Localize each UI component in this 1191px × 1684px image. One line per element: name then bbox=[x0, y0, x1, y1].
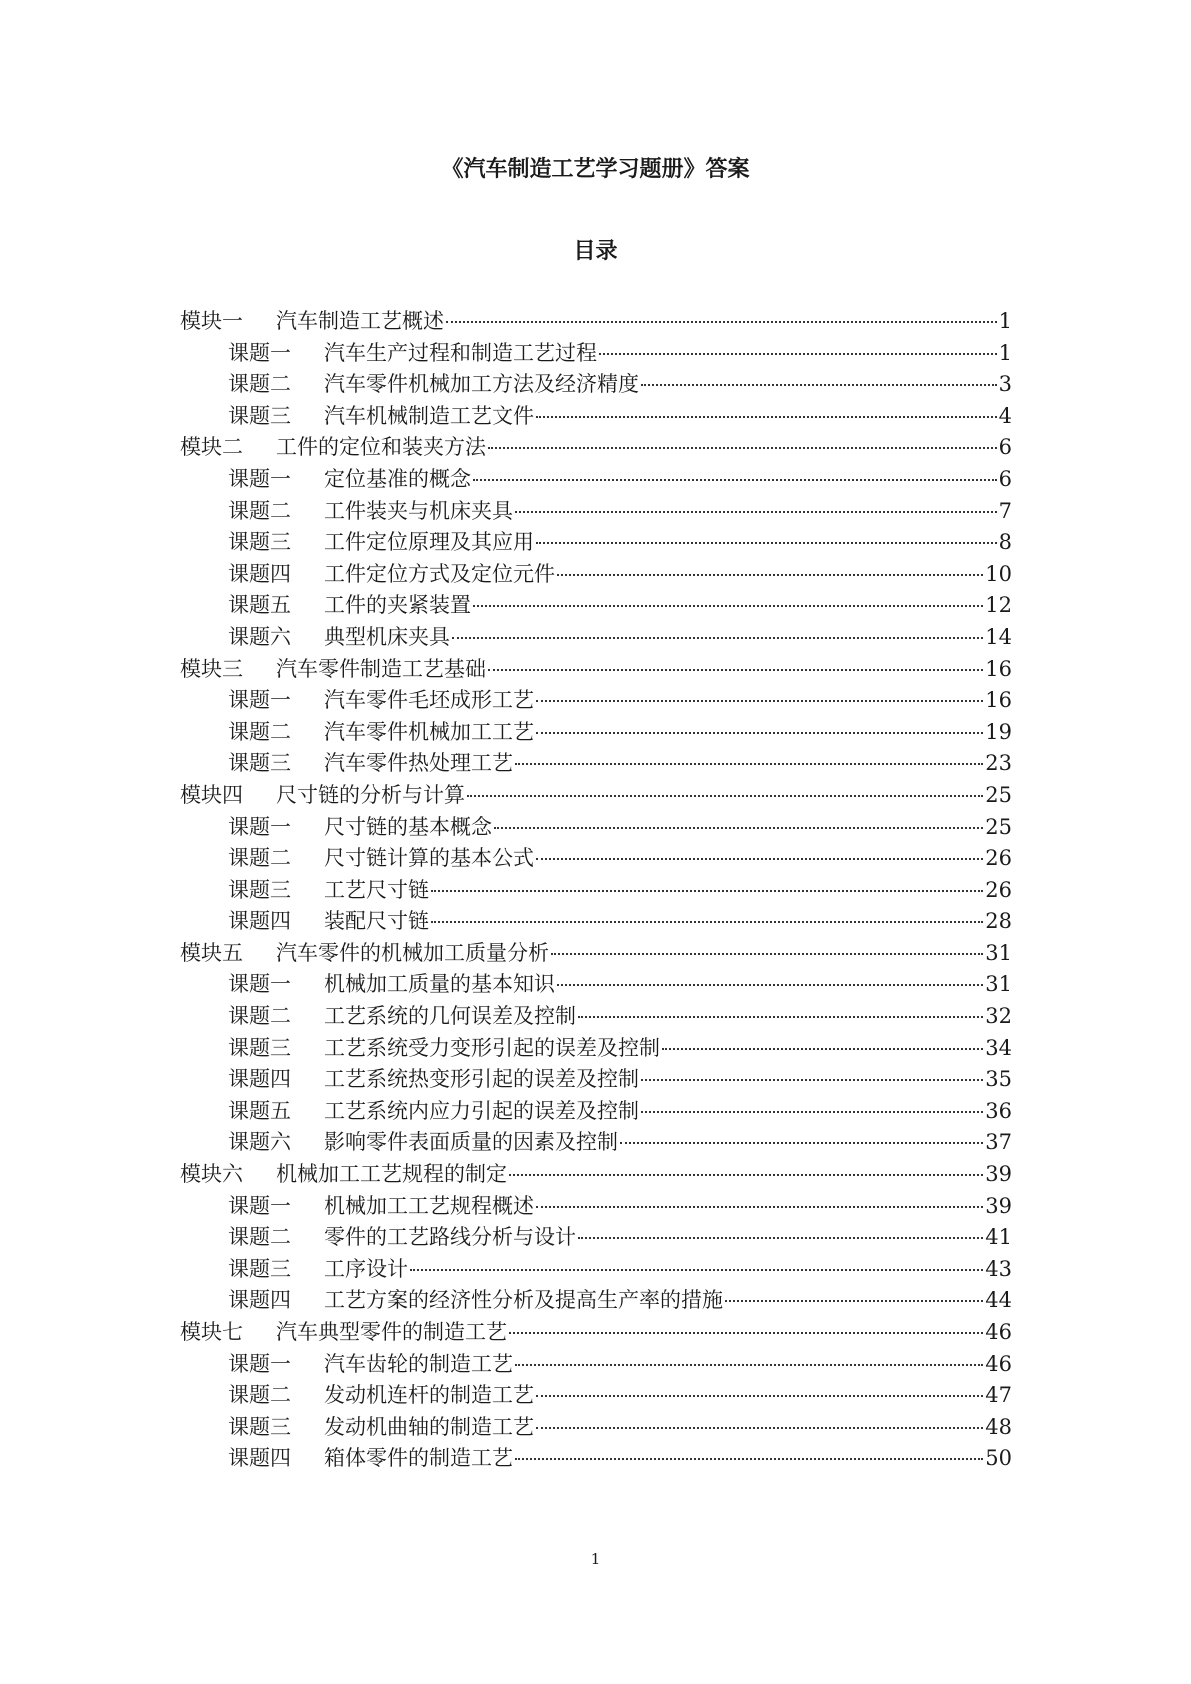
table-of-contents bbox=[180, 306, 1012, 1475]
toc-entry-label bbox=[180, 780, 465, 812]
toc-lesson-entry[interactable] bbox=[180, 1349, 1012, 1381]
toc-entry-number: 课题一 bbox=[228, 340, 291, 365]
toc-entry-title: 箱体零件的制造工艺 bbox=[324, 1446, 513, 1471]
toc-lesson-entry[interactable] bbox=[180, 875, 1012, 907]
toc-entry-label bbox=[228, 1412, 534, 1444]
toc-entry-number: 课题四 bbox=[228, 1446, 291, 1471]
toc-entry-title: 装配尺寸链 bbox=[324, 909, 429, 934]
toc-lesson-entry[interactable] bbox=[180, 338, 1012, 370]
toc-entry-label bbox=[228, 496, 513, 528]
toc-entry-number: 课题三 bbox=[228, 877, 291, 902]
document-title: 《汽车制造工艺学习题册》答案 bbox=[441, 157, 750, 182]
toc-entry-number: 课题四 bbox=[228, 561, 291, 586]
toc-lesson-entry[interactable] bbox=[180, 1096, 1012, 1128]
toc-entry-title: 工艺系统受力变形引起的误差及控制 bbox=[324, 1035, 660, 1060]
toc-entry-label bbox=[228, 369, 639, 401]
toc-entry-label bbox=[228, 464, 471, 496]
toc-entry-label bbox=[228, 527, 534, 559]
toc-entry-label bbox=[228, 843, 534, 875]
toc-entry-title: 汽车零件热处理工艺 bbox=[324, 751, 513, 776]
toc-page-number: 8 bbox=[998, 530, 1012, 555]
toc-entry-label bbox=[180, 938, 549, 970]
toc-entry-title: 汽车生产过程和制造工艺过程 bbox=[324, 340, 597, 365]
toc-page-number: 44 bbox=[985, 1288, 1012, 1313]
toc-module-entry[interactable] bbox=[180, 1317, 1012, 1349]
toc-entry-number: 模块一 bbox=[180, 309, 243, 333]
toc-entry-label bbox=[180, 306, 444, 338]
toc-entry-label bbox=[180, 654, 486, 686]
toc-entry-title: 发动机连杆的制造工艺 bbox=[324, 1383, 534, 1408]
toc-entry-label bbox=[228, 969, 555, 1001]
toc-entry-label bbox=[228, 812, 492, 844]
toc-lesson-entry[interactable] bbox=[180, 906, 1012, 938]
toc-leader-dots bbox=[536, 857, 983, 860]
toc-entry-title: 工件定位原理及其应用 bbox=[324, 530, 534, 555]
toc-page-number: 4 bbox=[998, 403, 1012, 428]
toc-module-entry[interactable] bbox=[180, 938, 1012, 970]
toc-entry-number: 课题一 bbox=[228, 1351, 291, 1376]
toc-entry-title: 汽车零件机械加工工艺 bbox=[324, 719, 534, 744]
toc-entry-number: 模块四 bbox=[180, 782, 243, 807]
toc-page-number: 31 bbox=[985, 940, 1012, 965]
toc-page-number: 3 bbox=[998, 372, 1012, 397]
toc-entry-label bbox=[228, 1285, 723, 1317]
toc-leader-dots bbox=[641, 383, 997, 386]
toc-page-number: 23 bbox=[985, 751, 1012, 776]
toc-entry-number: 课题六 bbox=[228, 624, 291, 649]
toc-entry-number: 课题五 bbox=[228, 1098, 291, 1123]
toc-entry-title: 工艺系统的几何误差及控制 bbox=[324, 1004, 576, 1029]
toc-entry-label bbox=[180, 1317, 507, 1349]
toc-page-number: 19 bbox=[985, 719, 1012, 744]
toc-entry-number: 课题三 bbox=[228, 1035, 291, 1060]
toc-entry-number: 课题二 bbox=[228, 1225, 291, 1250]
toc-entry-title: 零件的工艺路线分析与设计 bbox=[324, 1225, 576, 1250]
toc-entry-label bbox=[228, 1001, 576, 1033]
toc-entry-title: 工件的定位和装夹方法 bbox=[276, 435, 486, 460]
toc-lesson-entry[interactable] bbox=[180, 622, 1012, 654]
toc-lesson-entry[interactable] bbox=[180, 369, 1012, 401]
toc-entry-title: 机械加工质量的基本知识 bbox=[324, 972, 555, 997]
toc-lesson-entry[interactable] bbox=[180, 748, 1012, 780]
toc-entry-number: 模块五 bbox=[180, 940, 243, 965]
toc-entry-label bbox=[228, 1349, 513, 1381]
toc-entry-title: 工件装夹与机床夹具 bbox=[324, 498, 513, 523]
toc-page-number: 1 bbox=[998, 309, 1012, 333]
toc-leader-dots bbox=[467, 794, 983, 797]
toc-leader-dots bbox=[488, 446, 997, 449]
toc-lesson-entry[interactable] bbox=[180, 401, 1012, 433]
toc-entry-title: 汽车零件制造工艺基础 bbox=[276, 656, 486, 681]
toc-entry-label bbox=[228, 748, 513, 780]
toc-entry-title: 工艺系统热变形引起的误差及控制 bbox=[324, 1067, 639, 1092]
toc-lesson-entry[interactable] bbox=[180, 496, 1012, 528]
toc-entry-label bbox=[228, 1222, 576, 1254]
toc-entry-title: 汽车零件的机械加工质量分析 bbox=[276, 940, 549, 965]
toc-leader-dots bbox=[515, 510, 997, 513]
toc-entry-title: 尺寸链的分析与计算 bbox=[276, 782, 465, 807]
toc-page-number: 50 bbox=[985, 1446, 1012, 1471]
toc-page-number: 6 bbox=[998, 466, 1012, 491]
toc-entry-title: 汽车齿轮的制造工艺 bbox=[324, 1351, 513, 1376]
toc-entry-number: 课题五 bbox=[228, 593, 291, 618]
toc-page-number: 25 bbox=[985, 782, 1012, 807]
toc-lesson-entry[interactable] bbox=[180, 1412, 1012, 1444]
toc-entry-number: 课题三 bbox=[228, 1414, 291, 1439]
toc-page-number: 16 bbox=[985, 688, 1012, 713]
toc-heading: 目录 bbox=[573, 239, 618, 264]
toc-entry-number: 课题三 bbox=[228, 530, 291, 555]
toc-page-number: 12 bbox=[985, 593, 1012, 618]
toc-lesson-entry[interactable] bbox=[180, 590, 1012, 622]
toc-page-number: 31 bbox=[985, 972, 1012, 997]
toc-entry-label bbox=[228, 1033, 660, 1065]
toc-entry-number: 模块六 bbox=[180, 1162, 243, 1187]
toc-page-number: 41 bbox=[985, 1225, 1012, 1250]
toc-entry-number: 课题三 bbox=[228, 751, 291, 776]
toc-leader-dots bbox=[431, 920, 983, 923]
toc-entry-number: 课题二 bbox=[228, 1004, 291, 1029]
toc-leader-dots bbox=[641, 1078, 983, 1081]
toc-entry-title: 汽车零件毛坯成形工艺 bbox=[324, 688, 534, 713]
toc-leader-dots bbox=[557, 573, 983, 576]
toc-lesson-entry[interactable] bbox=[180, 464, 1012, 496]
toc-module-entry[interactable] bbox=[180, 432, 1012, 464]
toc-leader-dots bbox=[536, 1394, 983, 1397]
toc-entry-label bbox=[228, 1127, 618, 1159]
toc-entry-number: 课题二 bbox=[228, 498, 291, 523]
toc-leader-dots bbox=[488, 668, 983, 671]
toc-lesson-entry[interactable] bbox=[180, 1001, 1012, 1033]
toc-lesson-entry[interactable] bbox=[180, 969, 1012, 1001]
toc-entry-label bbox=[228, 1191, 534, 1223]
toc-page-number: 36 bbox=[985, 1098, 1012, 1123]
toc-leader-dots bbox=[551, 952, 983, 955]
toc-lesson-entry[interactable] bbox=[180, 1222, 1012, 1254]
toc-page-number: 37 bbox=[985, 1130, 1012, 1155]
toc-leader-dots bbox=[494, 826, 983, 829]
toc-leader-dots bbox=[473, 604, 983, 607]
toc-entry-title: 工序设计 bbox=[324, 1256, 408, 1281]
toc-lesson-entry[interactable] bbox=[180, 527, 1012, 559]
toc-entry-label bbox=[180, 432, 486, 464]
toc-page-number: 39 bbox=[985, 1193, 1012, 1218]
toc-entry-title: 发动机曲轴的制造工艺 bbox=[324, 1414, 534, 1439]
toc-lesson-entry[interactable] bbox=[180, 1254, 1012, 1286]
toc-leader-dots bbox=[536, 731, 983, 734]
toc-leader-dots bbox=[536, 1205, 983, 1208]
toc-entry-number: 课题三 bbox=[228, 403, 291, 428]
toc-page-number: 26 bbox=[985, 877, 1012, 902]
toc-lesson-entry[interactable] bbox=[180, 1443, 1012, 1475]
toc-entry-title: 汽车机械制造工艺文件 bbox=[324, 403, 534, 428]
toc-module-entry[interactable] bbox=[180, 306, 1012, 338]
toc-lesson-entry[interactable] bbox=[180, 812, 1012, 844]
toc-entry-label bbox=[228, 590, 471, 622]
toc-entry-number: 课题四 bbox=[228, 1288, 291, 1313]
toc-leader-dots bbox=[509, 1331, 983, 1334]
toc-page-number: 10 bbox=[985, 561, 1012, 586]
toc-entry-label bbox=[228, 401, 534, 433]
toc-leader-dots bbox=[536, 1426, 983, 1429]
toc-leader-dots bbox=[446, 320, 997, 323]
toc-entry-number: 模块七 bbox=[180, 1320, 243, 1344]
toc-entry-title: 典型机床夹具 bbox=[324, 624, 450, 649]
toc-entry-number: 课题一 bbox=[228, 1193, 291, 1218]
toc-entry-title: 汽车零件机械加工方法及经济精度 bbox=[324, 372, 639, 397]
toc-entry-label bbox=[228, 622, 450, 654]
toc-page-number: 32 bbox=[985, 1004, 1012, 1029]
toc-leader-dots bbox=[725, 1299, 983, 1302]
page-number: 1 bbox=[590, 1550, 601, 1568]
toc-leader-dots bbox=[578, 1236, 983, 1239]
toc-leader-dots bbox=[410, 1268, 983, 1271]
toc-leader-dots bbox=[620, 1141, 983, 1144]
toc-entry-number: 课题六 bbox=[228, 1130, 291, 1155]
toc-entry-number: 模块二 bbox=[180, 435, 243, 460]
toc-lesson-entry[interactable] bbox=[180, 843, 1012, 875]
toc-entry-number: 课题四 bbox=[228, 909, 291, 934]
toc-page-number: 48 bbox=[985, 1414, 1012, 1439]
toc-entry-title: 汽车典型零件的制造工艺 bbox=[276, 1320, 507, 1344]
toc-entry-title: 工艺方案的经济性分析及提高生产率的措施 bbox=[324, 1288, 723, 1313]
toc-leader-dots bbox=[509, 1173, 983, 1176]
toc-page-number: 7 bbox=[998, 498, 1012, 523]
toc-page-number: 25 bbox=[985, 814, 1012, 839]
toc-entry-number: 课题二 bbox=[228, 846, 291, 871]
toc-page-number: 46 bbox=[985, 1320, 1012, 1344]
toc-page-number: 16 bbox=[985, 656, 1012, 681]
toc-lesson-entry[interactable] bbox=[180, 685, 1012, 717]
toc-lesson-entry[interactable] bbox=[180, 1033, 1012, 1065]
toc-page-number: 47 bbox=[985, 1383, 1012, 1408]
toc-leader-dots bbox=[578, 1015, 983, 1018]
toc-page-number: 39 bbox=[985, 1162, 1012, 1187]
toc-lesson-entry[interactable] bbox=[180, 559, 1012, 591]
toc-entry-title: 尺寸链的基本概念 bbox=[324, 814, 492, 839]
toc-module-entry[interactable] bbox=[180, 780, 1012, 812]
toc-entry-number: 课题三 bbox=[228, 1256, 291, 1281]
toc-leader-dots bbox=[536, 541, 997, 544]
toc-entry-number: 课题二 bbox=[228, 372, 291, 397]
toc-entry-number: 模块三 bbox=[180, 656, 243, 681]
toc-leader-dots bbox=[473, 478, 997, 481]
toc-entry-label bbox=[228, 906, 429, 938]
toc-entry-title: 工艺系统内应力引起的误差及控制 bbox=[324, 1098, 639, 1123]
toc-page-number: 43 bbox=[985, 1256, 1012, 1281]
toc-page-number: 6 bbox=[998, 435, 1012, 460]
toc-entry-title: 工件定位方式及定位元件 bbox=[324, 561, 555, 586]
toc-entry-title: 工艺尺寸链 bbox=[324, 877, 429, 902]
toc-leader-dots bbox=[452, 636, 983, 639]
toc-leader-dots bbox=[515, 1363, 983, 1366]
toc-entry-label bbox=[228, 685, 534, 717]
toc-page-number: 14 bbox=[985, 624, 1012, 649]
toc-leader-dots bbox=[599, 352, 997, 355]
toc-entry-title: 影响零件表面质量的因素及控制 bbox=[324, 1130, 618, 1155]
toc-module-entry[interactable] bbox=[180, 1159, 1012, 1191]
toc-entry-label bbox=[228, 717, 534, 749]
toc-page-number: 35 bbox=[985, 1067, 1012, 1092]
toc-entry-label bbox=[228, 1064, 639, 1096]
toc-entry-number: 课题一 bbox=[228, 972, 291, 997]
toc-entry-label bbox=[228, 1254, 408, 1286]
toc-entry-title: 工件的夹紧装置 bbox=[324, 593, 471, 618]
toc-page-number: 1 bbox=[998, 340, 1012, 365]
toc-entry-label bbox=[228, 559, 555, 591]
toc-lesson-entry[interactable] bbox=[180, 1285, 1012, 1317]
toc-page-number: 34 bbox=[985, 1035, 1012, 1060]
toc-entry-title: 机械加工工艺规程的制定 bbox=[276, 1162, 507, 1187]
toc-module-entry[interactable] bbox=[180, 654, 1012, 686]
toc-entry-label bbox=[180, 1159, 507, 1191]
toc-leader-dots bbox=[536, 415, 997, 418]
toc-entry-number: 课题一 bbox=[228, 688, 291, 713]
toc-lesson-entry[interactable] bbox=[180, 1191, 1012, 1223]
toc-entry-label bbox=[228, 338, 597, 370]
toc-entry-title: 尺寸链计算的基本公式 bbox=[324, 846, 534, 871]
toc-entry-number: 课题四 bbox=[228, 1067, 291, 1092]
toc-entry-number: 课题二 bbox=[228, 1383, 291, 1408]
toc-entry-number: 课题一 bbox=[228, 466, 291, 491]
toc-page-number: 26 bbox=[985, 846, 1012, 871]
toc-lesson-entry[interactable] bbox=[180, 1064, 1012, 1096]
toc-entry-title: 定位基准的概念 bbox=[324, 466, 471, 491]
toc-entry-title: 机械加工工艺规程概述 bbox=[324, 1193, 534, 1218]
toc-leader-dots bbox=[557, 983, 983, 986]
toc-entry-number: 课题二 bbox=[228, 719, 291, 744]
toc-leader-dots bbox=[536, 699, 983, 702]
toc-entry-title: 汽车制造工艺概述 bbox=[276, 309, 444, 333]
toc-leader-dots bbox=[515, 1457, 983, 1460]
toc-leader-dots bbox=[641, 1110, 983, 1113]
toc-entry-label bbox=[228, 875, 429, 907]
toc-lesson-entry[interactable] bbox=[180, 1380, 1012, 1412]
toc-leader-dots bbox=[431, 889, 983, 892]
toc-entry-number: 课题一 bbox=[228, 814, 291, 839]
toc-leader-dots bbox=[515, 762, 983, 765]
toc-entry-label bbox=[228, 1096, 639, 1128]
toc-lesson-entry[interactable] bbox=[180, 717, 1012, 749]
toc-page-number: 28 bbox=[985, 909, 1012, 934]
toc-leader-dots bbox=[662, 1047, 983, 1050]
toc-lesson-entry[interactable] bbox=[180, 1127, 1012, 1159]
toc-entry-label bbox=[228, 1443, 513, 1475]
toc-entry-label bbox=[228, 1380, 534, 1412]
toc-page-number: 46 bbox=[985, 1351, 1012, 1376]
